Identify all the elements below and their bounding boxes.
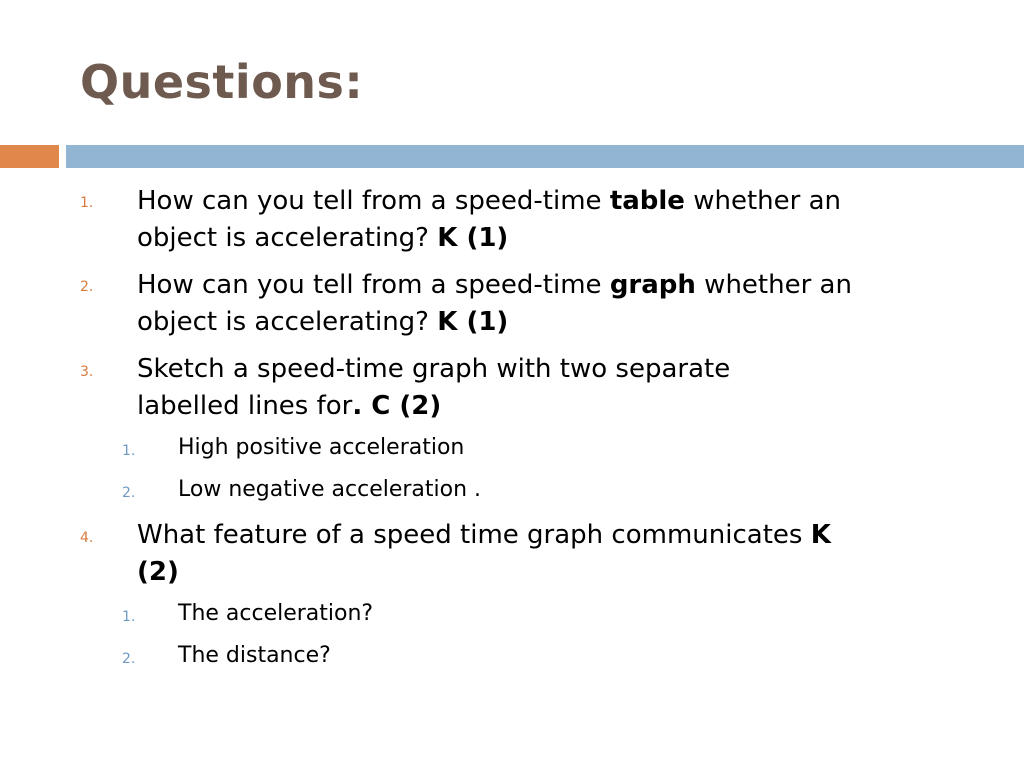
question-line: (2) — [137, 557, 179, 587]
question-line: labelled lines for. C (2) — [137, 391, 442, 421]
question-line: Sketch a speed-time graph with two separate — [137, 354, 731, 384]
question-line: object is accelerating? K (1) — [137, 307, 509, 337]
question-number: 3. — [80, 364, 94, 380]
subquestion-text: The acceleration? — [178, 601, 374, 626]
question-line: How can you tell from a speed-time table whether an — [137, 186, 841, 216]
question-line: object is accelerating? K (1) — [137, 223, 509, 253]
question-line: What feature of a speed time graph communicates K — [137, 520, 831, 550]
subquestion-text: Low negative acceleration . — [178, 477, 482, 502]
subquestion-number: 1. — [122, 609, 136, 625]
slide-title: Questions: — [80, 55, 364, 109]
question-number: 2. — [80, 279, 94, 295]
subquestion-text: High positive acceleration — [178, 435, 465, 460]
subquestion-text: The distance? — [178, 643, 331, 668]
question-line: How can you tell from a speed-time graph whether an — [137, 270, 852, 300]
subquestion-number: 2. — [122, 651, 136, 667]
question-number: 1. — [80, 195, 94, 211]
subquestion-number: 2. — [122, 485, 136, 501]
question-number: 4. — [80, 530, 94, 546]
subquestion-number: 1. — [122, 443, 136, 459]
